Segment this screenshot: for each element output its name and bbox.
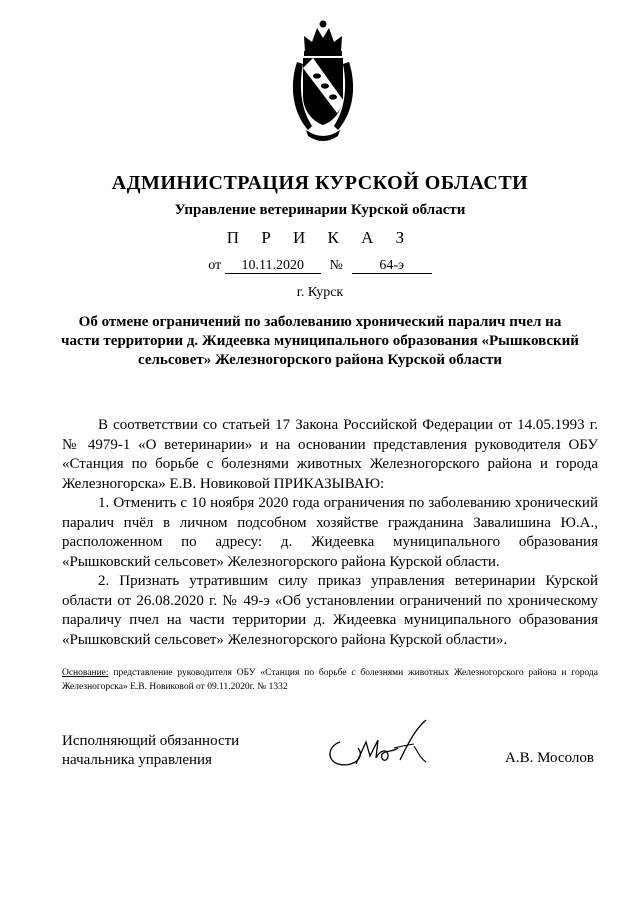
basis-text: представление руководителя ОБУ «Станция по борьбе с болезнями животных Железногорского района и города Железногорска» Е.В. Новиковой от 09.11.2020г. № 1332 — [62, 668, 598, 692]
basis-note — [62, 666, 598, 694]
signer-position-line-2: начальника управления — [62, 752, 212, 768]
signer-name: А.В. Мосолов — [505, 750, 594, 766]
document-type: П Р И К А З — [226, 228, 414, 247]
number-prefix: № — [329, 258, 343, 273]
handwritten-signature — [322, 718, 442, 770]
organization-subtitle: Управление ветеринарии Курской области — [174, 202, 466, 218]
organization-title: АДМИНИСТРАЦИЯ КУРСКОЙ ОБЛАСТИ — [111, 172, 529, 194]
order-date: 10.11.2020 — [225, 258, 321, 274]
order-date-number-line — [0, 258, 640, 274]
body-intro: В соответствии со статьей 17 Закона Российской Федерации от 14.05.1993 г. № 4979-1 «О ветеринарии» и на основании представления руководителя ОБУ «Станция по борьбе с болезнями животных Железногорского района и города Железногорска» Е.В. Новиковой ПРИКАЗЫВАЮ: — [62, 417, 598, 492]
document-body — [62, 416, 598, 650]
signer-position-line-1: Исполняющий обязанности — [62, 733, 240, 749]
body-item-2: 2. Признать утратившим силу приказ управления ветеринарии Курской области от 26.08.2020 г. № 49-э «Об установлении ограничений по хроническому параличу пчел на части территории д. Жидеевка муниципального образования «Рышковский сельсовет» Железногорского района Курской области». — [62, 573, 598, 648]
document-subject: Об отмене ограничений по заболеванию хронический паралич пчел на части территории д. Жидеевка муниципального образования «Рышковский сельсовет» Железногорского района Курской области — [61, 314, 579, 368]
kursk-coat-of-arms-icon — [288, 18, 358, 146]
body-item-1: 1. Отменить с 10 ноября 2020 года ограничения по заболеванию хронический паралич пчёл в личном подсобном хозяйстве гражданина Завалишина Ю.А., расположенном по адресу: д. Жидеевка муниципального образования «Рышковский сельсовет» Железногорского района Курской области. — [62, 495, 598, 570]
signer-position — [62, 732, 239, 770]
city: г. Курск — [296, 285, 344, 300]
basis-label: Основание: — [62, 668, 109, 678]
order-number: 64-э — [352, 258, 432, 274]
date-prefix: от — [208, 258, 222, 273]
